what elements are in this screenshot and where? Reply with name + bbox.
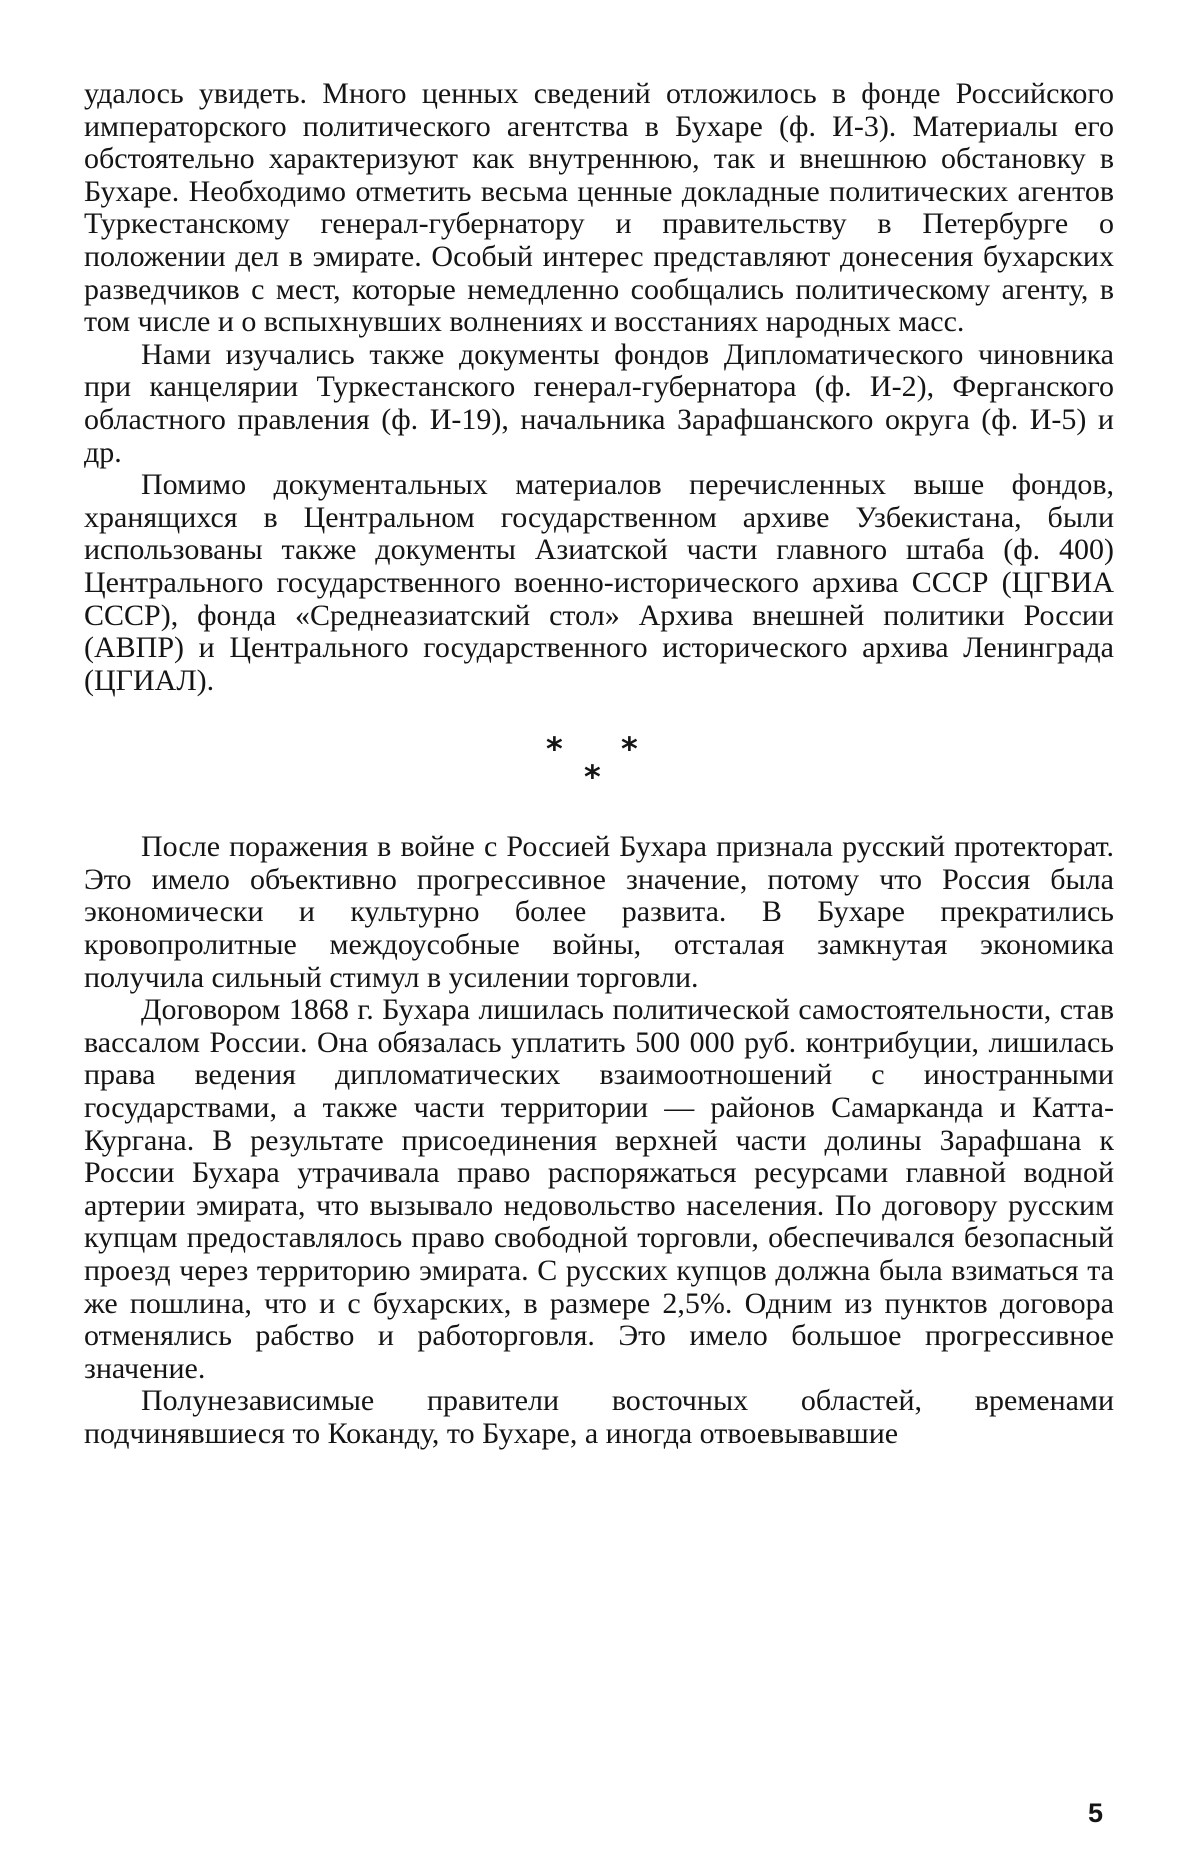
section-protectorate [84,831,1114,1450]
paragraph-continuation: удалось увидеть. Много ценных сведений отложилось в фонде Российского императорского политического агентства в Бухаре (ф. И-3). Материалы его обстоятельно характеризуют как внутреннюю, так и внешнюю обстановку в Бухаре. Необходимо отметить весьма ценные докладные политических агентов Туркестанскому генерал-губернатору и правительству в Петербурге о положении дел в эмирате. Особый интерес представляют донесения бухарских разведчиков с мест, которые немедленно сообщались политическому агенту, в том числе и о вспыхнувших волнениях и восстаниях народных масс. [84,77,1114,339]
page-number: 5 [1088,1798,1104,1828]
separator-star: * [546,730,563,769]
paragraph-protectorate: После поражения в войне с Россией Бухара признала русский протекторат. Это имело объективно прогрессивное значение, потому что Россия была экономически и культурно более развита. В Бухаре прекратились кровопролитные междоусобные войны, отсталая замкнутая экономика получила сильный стимул в усилении торговли. [84,830,1114,994]
paragraph-archive-funds: Нами изучались также документы фондов Дипломатического чиновника при канцелярии Туркестанского генерал-губернатора (ф. И-2), Ферганского областного правления (ф. И-19), начальника Зарафшанского округа (ф. И-5) и др. [84,337,1114,469]
separator-star: * [621,730,638,769]
separator-star: * [584,758,601,797]
section-separator [84,697,1114,831]
paragraph-eastern-rulers: Полунезависимые правители восточных областей, временами подчинявшиеся то Коканду, то Бухаре, а иногда отвоевывавшие [84,1384,1114,1450]
paragraph-treaty-1868: Договором 1868 г. Бухара лишилась политической самостоятельности, став вассалом России. Она обязалась уплатить 500 000 руб. контрибуции, лишилась права ведения дипломатических взаимоотношений с иностранными государствами, а также части территории — районов Самарканда и Катта-Кургана. В результате присоединения верхней части долины Зарафшана к России Бухара утрачивала право распоряжаться ресурсами главной водной артерии эмирата, что вызывало недовольство населения. По договору русским купцам предоставлялось право свободной торговли, обеспечивался безопасный проезд через территорию эмирата. С русских купцов должна была взиматься та же пошлина, что и с бухарских, в размере 2,5%. Одним из пунктов договора отменялись рабство и работорговля. Это имело большое прогрессивное значение. [84,993,1114,1385]
page-body [84,78,1114,1451]
paragraph-other-archives: Помимо документальных материалов перечисленных выше фондов, хранящихся в Центральном государственном архиве Узбекистана, были использованы также документы Азиатской части главного штаба (ф. 400) Центрального государственного военно-исторического архива СССР (ЦГВИА СССР), фонда «Среднеазиатский стол» Архива внешней политики России (АВПР) и Центрального государственного исторического архива Ленинграда (ЦГИАЛ). [84,468,1114,697]
